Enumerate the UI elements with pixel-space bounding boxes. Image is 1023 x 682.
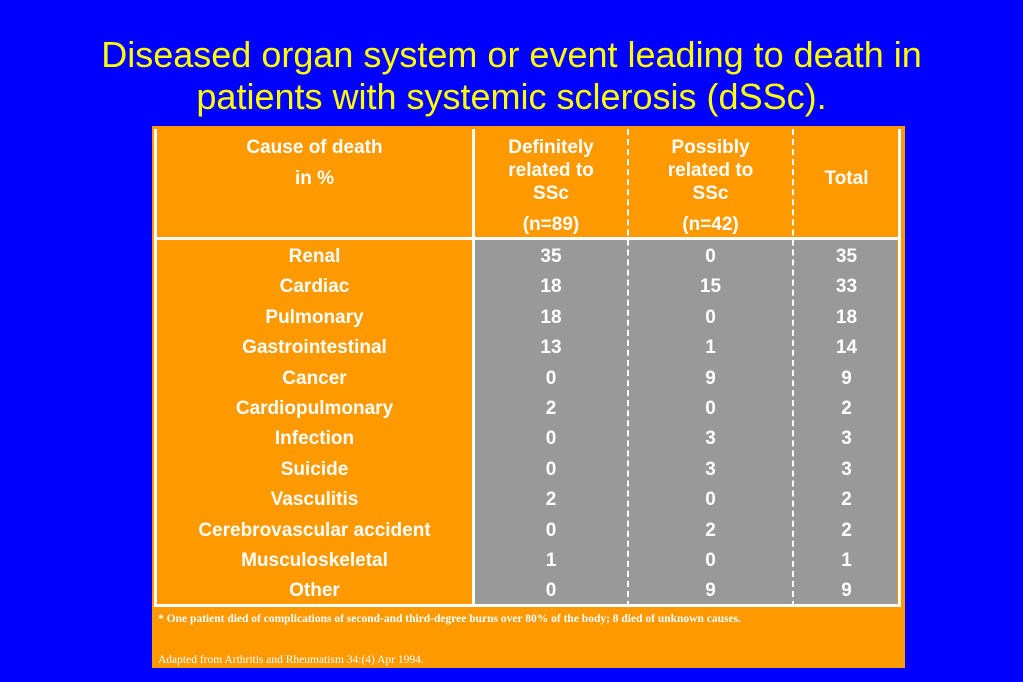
header-possibly [628, 129, 793, 237]
table-row [157, 272, 900, 302]
header-cause [157, 129, 472, 237]
cell-definitely: 0 [545, 580, 557, 602]
cell-possibly: 0 [705, 549, 716, 571]
cell-cause: Gastrointestinal [242, 337, 387, 359]
cell-possibly: 9 [705, 367, 716, 389]
cell-cause: Cancer [282, 367, 347, 389]
cell-possibly: 2 [705, 519, 716, 541]
cell-cause: Infection [274, 428, 355, 450]
table-row [157, 455, 900, 485]
cell-definitely: 0 [545, 428, 557, 450]
header-definitely-line1: Definitely [508, 137, 594, 158]
cell-possibly: 0 [705, 306, 716, 328]
header-cause-line1: Cause of death [246, 137, 383, 158]
cell-total: 9 [841, 367, 852, 389]
cell-definitely: 18 [540, 276, 562, 298]
cell-cause: Cerebrovascular accident [198, 519, 431, 541]
cell-total: 2 [841, 519, 852, 541]
cell-total: 35 [835, 246, 858, 267]
cell-possibly: 9 [705, 580, 716, 602]
cell-definitely: 35 [540, 246, 562, 267]
cell-definitely: 0 [545, 458, 557, 480]
cell-cause: Pulmonary [265, 306, 364, 328]
table-row [157, 333, 900, 363]
cell-total: 18 [835, 306, 858, 328]
table-footnote: * One patient died of complications of second-and third-degree burns over 80% of the body; 8 died of unknown causes. [158, 613, 741, 625]
cell-definitely: 2 [545, 397, 557, 419]
header-definitely [474, 129, 628, 237]
cell-total: 1 [841, 549, 852, 571]
table-body [157, 242, 900, 607]
cell-possibly: 3 [705, 458, 716, 480]
cell-definitely: 13 [540, 337, 562, 359]
table-row [157, 394, 900, 424]
table-row [157, 242, 900, 272]
cell-cause: Other [289, 580, 340, 602]
cell-total: 14 [835, 337, 858, 359]
table-row [157, 546, 900, 576]
table-row [157, 364, 900, 394]
title-line-2: patients with systemic sclerosis (dSSc). [196, 76, 827, 117]
header-possibly-line1: Possibly [671, 137, 750, 158]
cell-total: 3 [841, 458, 852, 480]
cell-cause: Suicide [280, 458, 349, 480]
cell-total: 33 [835, 276, 858, 298]
slide-title [0, 34, 1023, 118]
header-definitely-line2: related to [508, 160, 594, 181]
cell-cause: Renal [288, 246, 341, 267]
header-possibly-line3: SSc [692, 183, 729, 204]
cell-possibly: 1 [705, 337, 716, 359]
source-citation: Adapted from Arthritis and Rheumatism 34:(4) Apr 1994. [158, 654, 424, 666]
cell-definitely: 1 [545, 549, 557, 571]
cell-cause: Vasculitis [270, 489, 359, 511]
table-row [157, 303, 900, 333]
table-row [157, 516, 900, 546]
header-total [793, 129, 900, 237]
cell-definitely: 18 [540, 306, 562, 328]
cell-possibly: 3 [705, 428, 716, 450]
cell-possibly: 0 [705, 397, 716, 419]
header-possibly-n: (n=42) [682, 214, 739, 235]
header-cause-line2: in % [294, 168, 335, 189]
cell-possibly: 15 [699, 276, 722, 298]
cell-cause: Musculoskeletal [241, 549, 388, 571]
cell-definitely: 0 [545, 367, 557, 389]
header-separator [157, 237, 900, 240]
cell-total: 3 [841, 428, 852, 450]
header-definitely-line3: SSc [533, 183, 569, 204]
cell-possibly: 0 [705, 489, 716, 511]
header-total-label: Total [824, 168, 869, 189]
cell-definitely: 0 [545, 519, 557, 541]
table-row [157, 576, 900, 606]
death-cause-table [152, 126, 905, 668]
title-line-1: Diseased organ system or event leading to death in [101, 34, 922, 75]
table-row [157, 424, 900, 454]
table-row [157, 485, 900, 515]
cell-definitely: 2 [545, 489, 557, 511]
cell-total: 2 [841, 489, 852, 511]
header-possibly-line2: related to [667, 160, 754, 181]
cell-cause: Cardiopulmonary [235, 397, 394, 419]
cell-cause: Cardiac [279, 276, 350, 298]
cell-total: 2 [841, 397, 852, 419]
cell-total: 9 [841, 580, 852, 602]
cell-possibly: 0 [705, 246, 716, 267]
header-definitely-n: (n=89) [522, 214, 580, 235]
